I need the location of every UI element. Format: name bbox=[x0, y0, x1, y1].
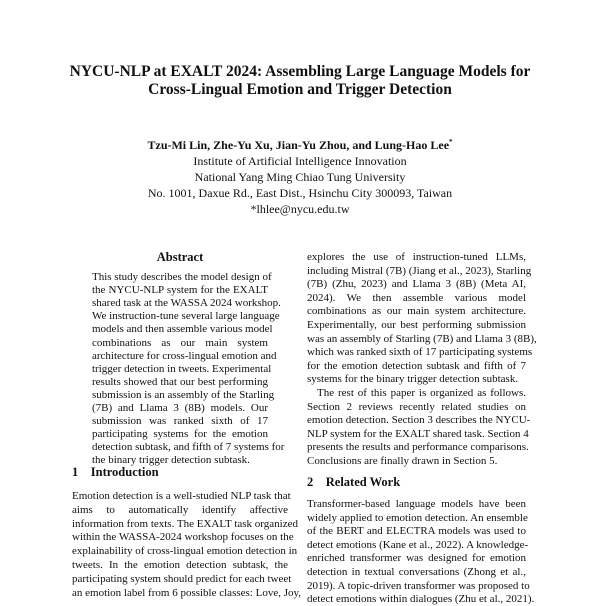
text-line: The rest of this paper is organized as follows. bbox=[317, 387, 526, 399]
text-line: detection in textual conversations (Zhong et al., bbox=[307, 566, 526, 578]
text-line: (7B) and Llama 3 (8B) models. Our bbox=[92, 402, 268, 414]
text-line: Transformer-based language models have been bbox=[307, 498, 526, 510]
author-names: Tzu-Mi Lin, Zhe-Yu Xu, Jian-Yu Zhou, and Lung-Hao Lee bbox=[147, 138, 450, 152]
text-line: Section 2 reviews recently related studies on bbox=[307, 400, 526, 413]
text-line: for the emotion detection subtask and fifth of 7 bbox=[307, 359, 526, 372]
introduction-heading: 1 Introduction bbox=[72, 465, 159, 479]
text-line: the NYCU-NLP system for the EXALT bbox=[92, 284, 268, 297]
contact-email: *lhlee@nycu.edu.tw bbox=[250, 202, 350, 216]
text-line: enriched transformer was designed for emotion bbox=[307, 552, 526, 565]
paper-title-line-1: NYCU-NLP at EXALT 2024: Assembling Large Language Models for bbox=[69, 63, 531, 80]
text-line: 2024). We then assemble various model bbox=[307, 291, 526, 304]
text-line: presents the results and performance comparisons. bbox=[307, 441, 529, 454]
text-line: combinations as our main system bbox=[92, 336, 268, 349]
text-line: combinations as our main system architecture. bbox=[307, 305, 526, 318]
text-line: participating systems for the emotion bbox=[92, 428, 268, 441]
text-line: an emotion label from 6 possible classes: Love, Joy, bbox=[72, 586, 302, 599]
text-line: detect emotions (Kane et al., 2022). A knowledge- bbox=[307, 538, 529, 551]
text-line: submission was ranked sixth of 17 bbox=[92, 415, 268, 428]
text-line: Conclusions are finally drawn in Section 5. bbox=[307, 455, 498, 467]
text-line: We instruction-tune several large language bbox=[92, 310, 280, 323]
text-line: aims to automatically identify affective bbox=[72, 503, 288, 516]
text-line: results showed that our best performing bbox=[92, 375, 268, 388]
text-line: explores the use of instruction-tuned LLMs, bbox=[307, 251, 526, 263]
text-line: participating system should predict for each tweet bbox=[72, 572, 292, 585]
text-line: tweets. In the emotion detection subtask, the bbox=[72, 559, 288, 571]
text-line: NLP system for the EXALT shared task. Section 4 bbox=[307, 427, 529, 440]
text-line: models and then assemble various model bbox=[92, 323, 273, 336]
text-line: 2019). A topic-driven transformer was proposed to bbox=[307, 579, 530, 592]
text-line: within the WASSA-2024 workshop focuses on the bbox=[72, 531, 294, 544]
text-line: Emotion detection is a well-studied NLP task that bbox=[72, 490, 291, 502]
text-line: This study describes the model design of bbox=[92, 271, 272, 283]
text-line: the binary trigger detection subtask. bbox=[92, 454, 250, 467]
text-line: widely applied to emotion detection. An ensemble bbox=[307, 511, 528, 524]
text-line: shared task at the WASSA 2024 workshop. bbox=[92, 297, 281, 310]
affiliation-3: No. 1001, Daxue Rd., East Dist., Hsinchu City 300093, Taiwan bbox=[147, 186, 453, 200]
related-work-heading: 2 Related Work bbox=[307, 475, 401, 489]
text-line: including Mistral (7B) (Jiang et al., 2023), Starling bbox=[307, 264, 532, 277]
affiliation-1: Institute of Artificial Intelligence Innovation bbox=[193, 154, 407, 168]
text-line: which was ranked sixth of 17 participating systems bbox=[307, 346, 533, 359]
text-line: trigger detection in tweets. Experimental bbox=[92, 362, 272, 375]
authors bbox=[0, 138, 600, 153]
text-line: information from texts. The EXALT task organized bbox=[72, 517, 298, 530]
text-line: architecture for cross-lingual emotion and bbox=[92, 349, 277, 362]
text-line: was an assembly of Starling (7B) and Llama 3 (8B), bbox=[307, 332, 537, 345]
text-line: explainability of cross-lingual emotion detection in bbox=[72, 545, 298, 558]
text-line: of the BERT and ELECTRA models was used to bbox=[307, 525, 526, 538]
text-line: detect emotions within dialogues (Zhu et al., 2021). bbox=[307, 593, 535, 606]
text-line: emotion detection. Section 3 describes the NYCU- bbox=[307, 414, 531, 427]
text-line: systems for the binary trigger detection subtask. bbox=[307, 373, 519, 386]
abstract-heading: Abstract bbox=[156, 250, 204, 264]
author-mark: * bbox=[449, 138, 453, 146]
text-line: detection subtask, and fifth of 7 systems for bbox=[92, 441, 285, 454]
text-line: submission is an assembly of the Starling bbox=[92, 388, 275, 401]
text-line: (7B) (Zhu, 2023) and Llama 3 (8B) (Meta AI, bbox=[307, 278, 526, 291]
affiliation-2: National Yang Ming Chiao Tung University bbox=[194, 170, 406, 184]
text-line: Experimentally, our best performing submission bbox=[307, 319, 526, 331]
paper-title-line-2: Cross-Lingual Emotion and Trigger Detection bbox=[148, 81, 452, 98]
